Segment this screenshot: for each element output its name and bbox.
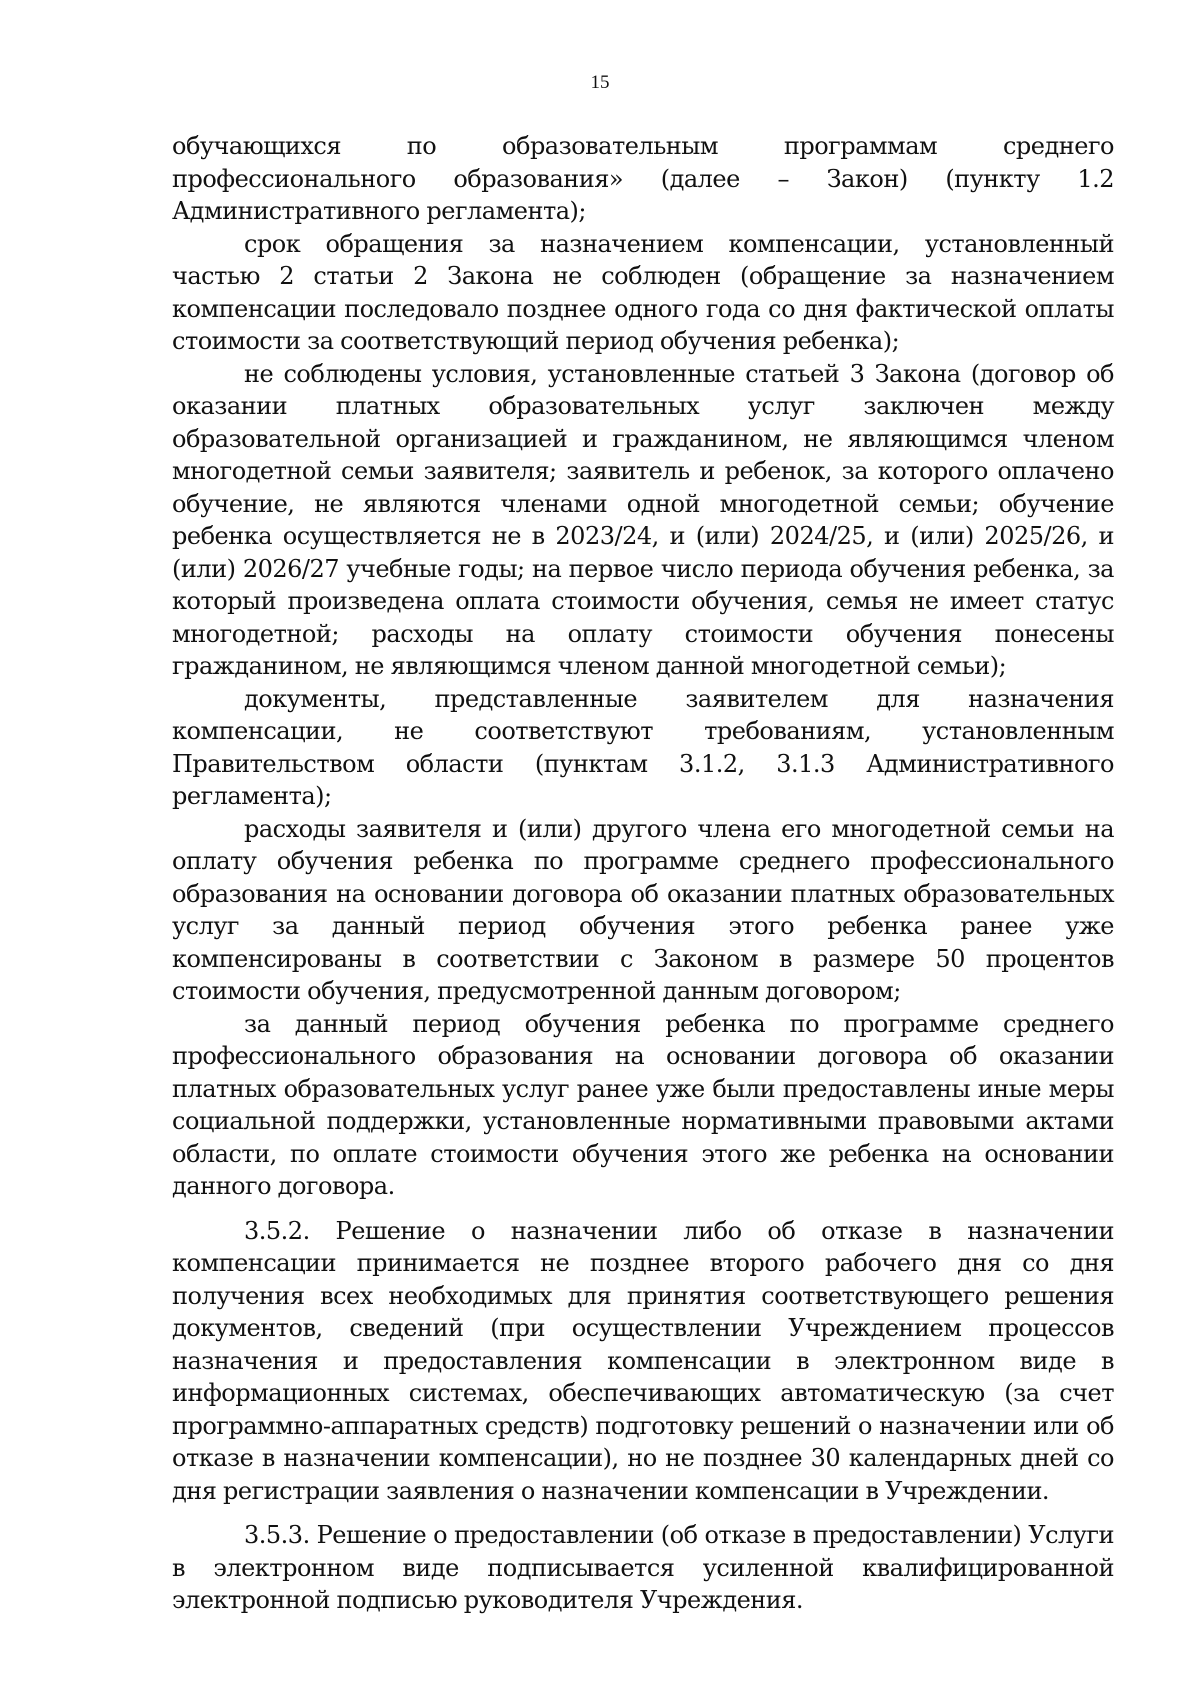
paragraph-conditions-violation: не соблюдены условия, установленные статьей 3 Закона (договор об оказании платных образовательных услуг заключен между образовательной организацией и гражданином, не являющимся членом многодетной семьи заявителя; заявитель и ребенок, за которого оплачено обучение, не являются членами одной многодетной семьи; обучение ребенка осуществляется не в 2023/24, и (или) 2024/25, и (или) 2025/26, и (или) 2026/27 учебные годы; на первое число периода обучения ребенка, за который произведена оплата стоимости обучения, семья не имеет статус многодетной; расходы на оплату стоимости обучения понесены гражданином, не являющимся членом данной многодетной семьи);: [172, 359, 1114, 680]
paragraph-deadline-violation: срок обращения за назначением компенсации, установленный частью 2 статьи 2 Закона не соблюден (обращение за назначением компенсации последовало позднее одного года со дня фактической оплаты стоимости за соответствующий период обучения ребенка);: [172, 229, 1114, 355]
document-body: [172, 130, 1114, 1617]
paragraph-already-compensated: расходы заявителя и (или) другого члена его многодетной семьи на оплату обучения ребенка по программе среднего профессионального образования на основании договора об оказании платных образовательных услуг за данный период обучения этого ребенка ранее уже компенсированы в соответствии с Законом в размере 50 процентов стоимости обучения, предусмотренной данным договором;: [172, 814, 1114, 1005]
paragraph-section-3-5-3: 3.5.3. Решение о предоставлении (об отказе в предоставлении) Услуги в электронном виде подписывается усиленной квалифицированной электронной подписью руководителя Учреждения.: [172, 1521, 1114, 1614]
page-number: 15: [590, 72, 610, 93]
paragraph-continuation: обучающихся по образовательным программам среднего профессионального образования» (далее – Закон) (пункту 1.2 Административного регламента);: [172, 132, 1114, 225]
paragraph-section-3-5-2: 3.5.2. Решение о назначении либо об отказе в назначении компенсации принимается не позднее второго рабочего дня со дня получения всех необходимых для принятия соответствующего решения документов, сведений (при осуществлении Учреждением процессов назначения и предоставления компенсации в электронном виде в информационных системах, обеспечивающих автоматическую (за счет программно-аппаратных средств) подготовку решений о назначении или об отказе в назначении компенсации), но не позднее 30 календарных дней со дня регистрации заявления о назначении компенсации в Учреждении.: [172, 1216, 1114, 1505]
paragraph-documents-mismatch: документы, представленные заявителем для назначения компенсации, не соответствуют требованиям, установленным Правительством области (пунктам 3.1.2, 3.1.3 Административного регламента);: [172, 684, 1114, 810]
paragraph-other-support-measures: за данный период обучения ребенка по программе среднего профессионального образования на основании договора об оказании платных образовательных услуг ранее уже были предоставлены иные меры социальной поддержки, установленные нормативными правовыми актами области, по оплате стоимости обучения этого же ребенка на основании данного договора.: [172, 1009, 1114, 1200]
